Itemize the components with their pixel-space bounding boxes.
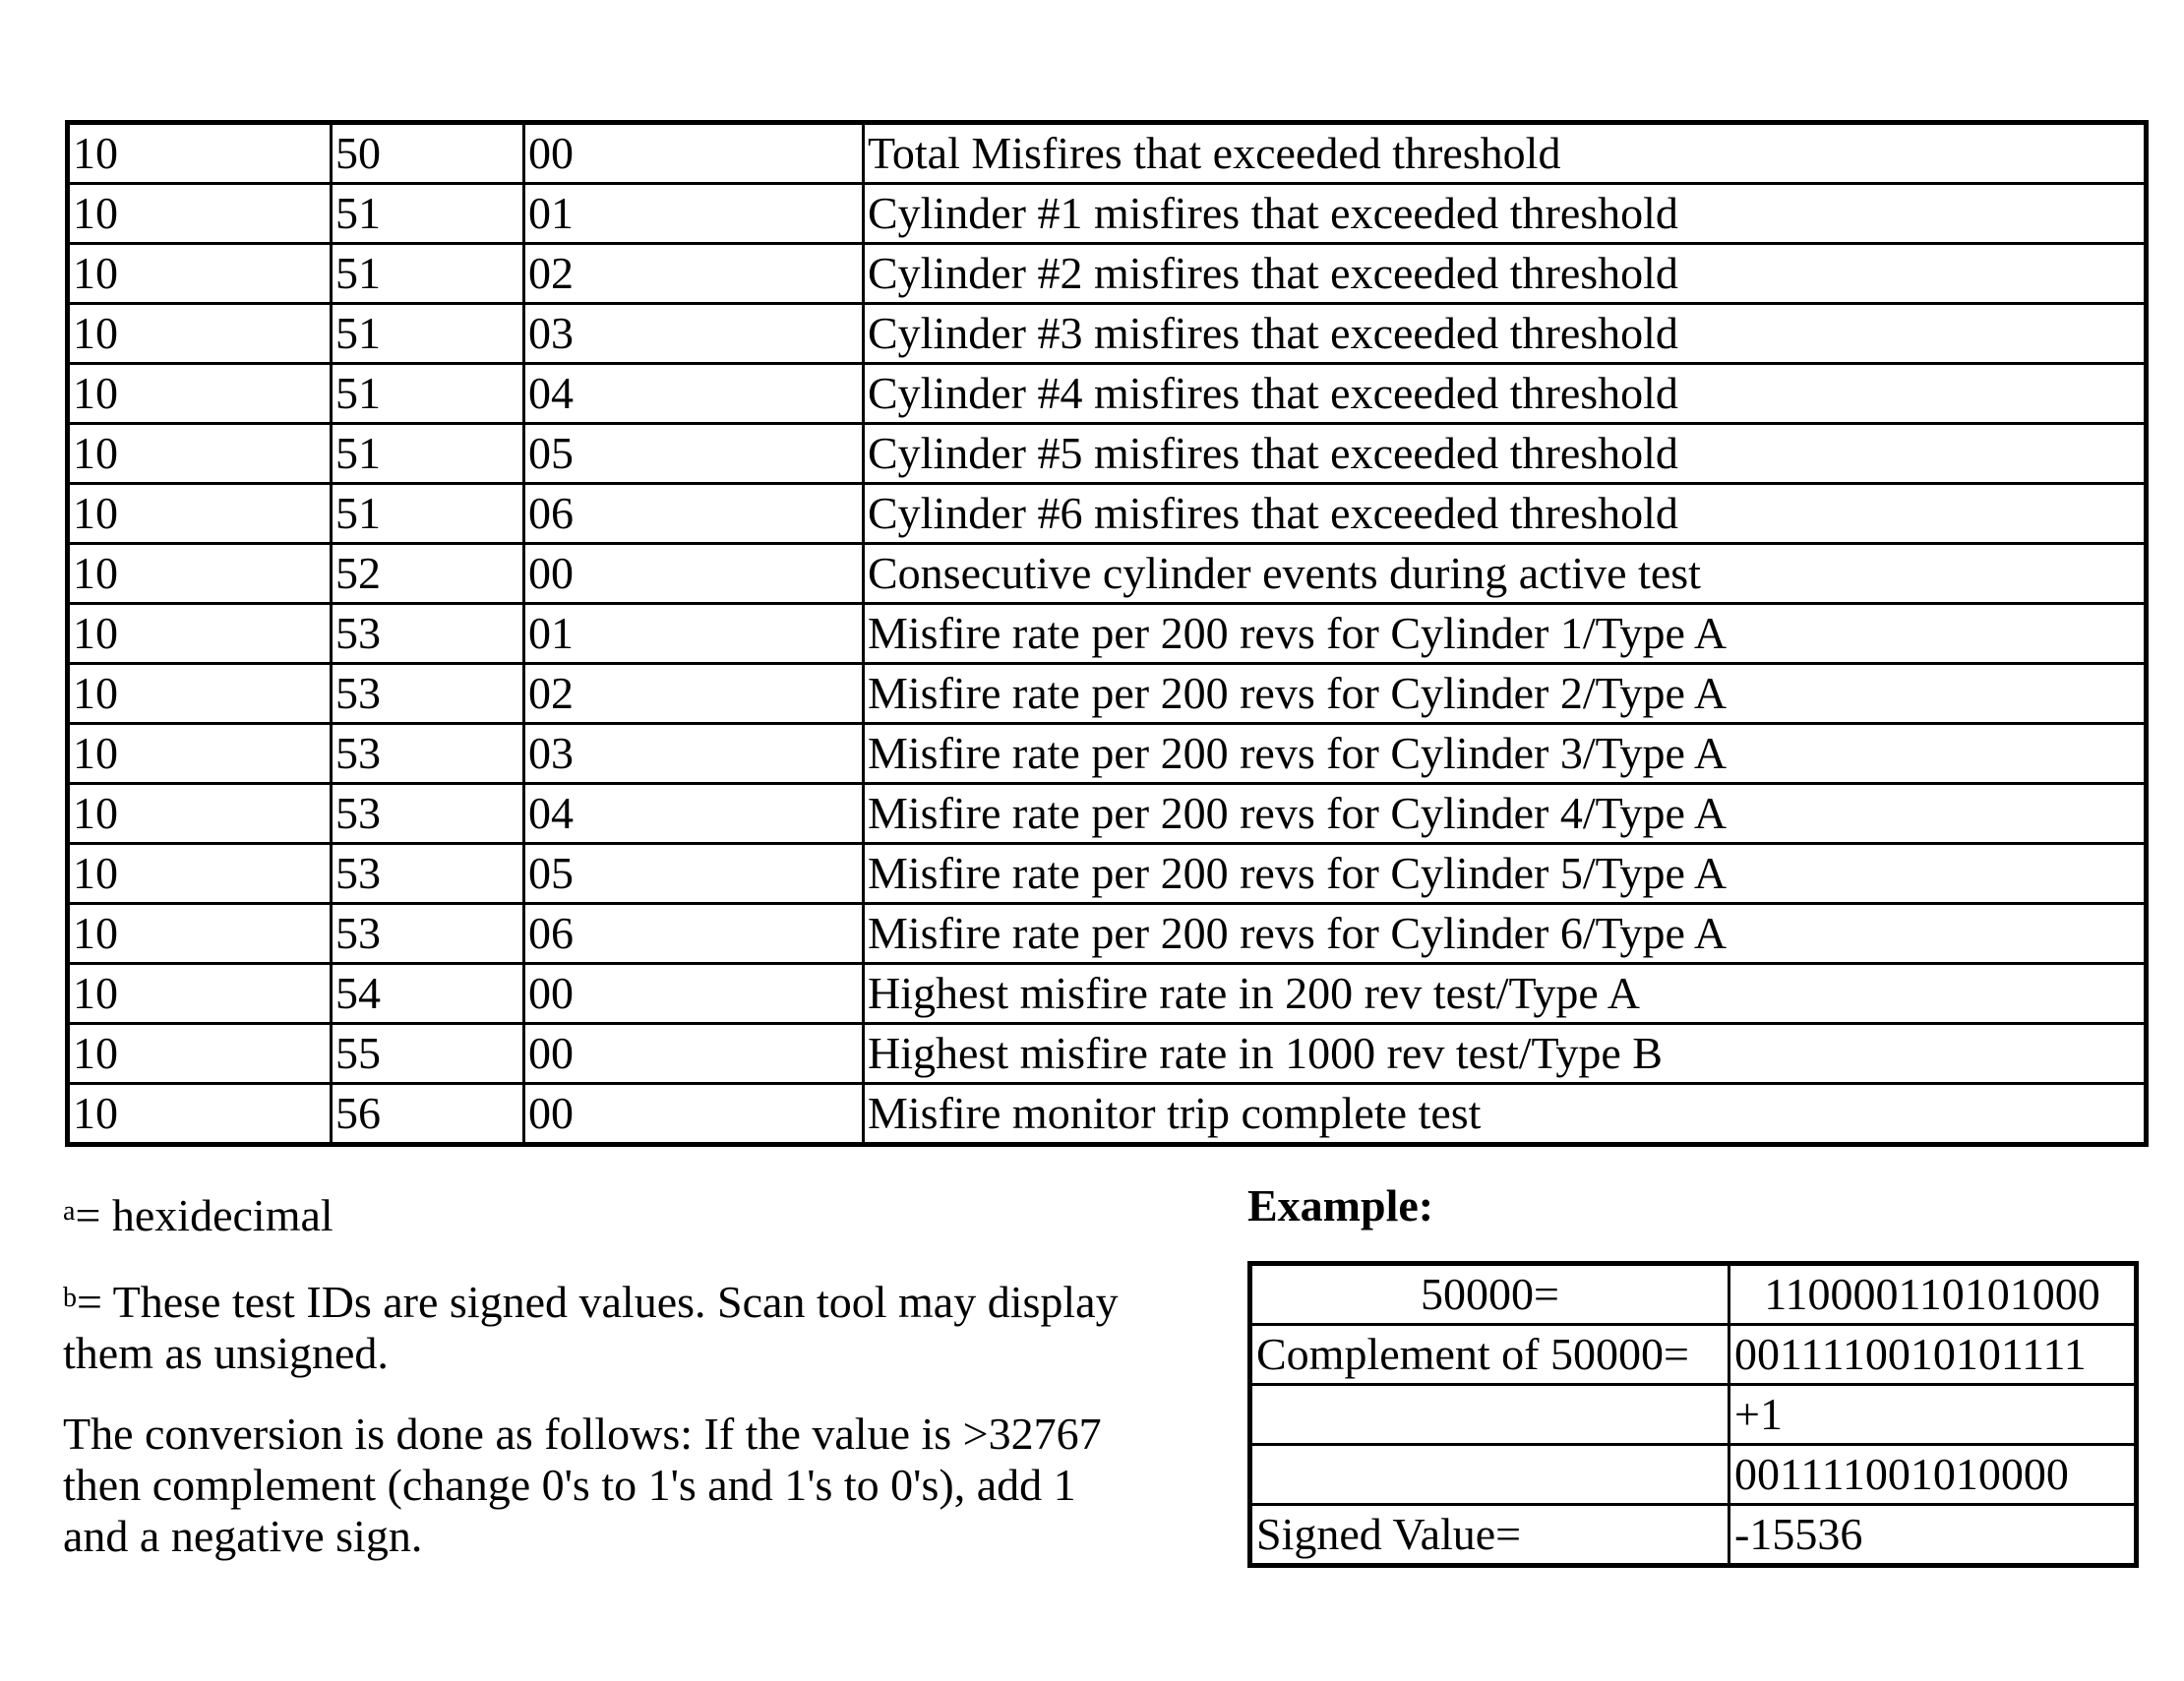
table-row (68, 364, 2147, 424)
table-row (68, 1084, 2147, 1145)
byte2-cell: 53 (332, 604, 524, 664)
description-cell: Consecutive cylinder events during active test (864, 544, 2147, 604)
byte2-cell: 53 (332, 904, 524, 964)
description-cell: Cylinder #6 misfires that exceeded threshold (864, 484, 2147, 544)
table-row (68, 724, 2147, 784)
byte2-cell: 51 (332, 244, 524, 304)
byte2-cell: 55 (332, 1024, 524, 1084)
byte2-cell: 52 (332, 544, 524, 604)
example-title: Example: (1247, 1180, 1434, 1231)
byte3-cell: 02 (524, 664, 864, 724)
description-cell: Misfire monitor trip complete test (864, 1084, 2147, 1145)
description-cell: Cylinder #2 misfires that exceeded threshold (864, 244, 2147, 304)
byte2-cell: 53 (332, 784, 524, 844)
example-label-cell: Complement of 50000= (1250, 1325, 1729, 1385)
byte3-cell: 01 (524, 184, 864, 244)
byte3-cell: 03 (524, 304, 864, 364)
byte3-cell: 05 (524, 424, 864, 484)
footnote-a-text: = hexidecimal (75, 1190, 334, 1240)
byte1-cell: 10 (68, 544, 332, 604)
byte2-cell: 53 (332, 724, 524, 784)
byte2-cell: 53 (332, 844, 524, 904)
footnote-b (63, 1277, 1125, 1379)
description-cell: Cylinder #5 misfires that exceeded threshold (864, 424, 2147, 484)
example-label-cell (1250, 1445, 1729, 1505)
example-value-cell: -15536 (1729, 1505, 2137, 1566)
example-row (1250, 1385, 2137, 1445)
byte1-cell: 10 (68, 364, 332, 424)
byte1-cell: 10 (68, 424, 332, 484)
byte3-cell: 01 (524, 604, 864, 664)
byte1-cell: 10 (68, 904, 332, 964)
footnote-a-mark: a (63, 1196, 76, 1227)
byte1-cell: 10 (68, 1084, 332, 1145)
byte3-cell: 04 (524, 784, 864, 844)
example-value-cell: +1 (1729, 1385, 2137, 1445)
example-table (1247, 1261, 2139, 1568)
example-label-cell: 50000= (1250, 1264, 1729, 1325)
footnote-b-text: = These test IDs are signed values. Scan tool may display them as unsigned. (63, 1277, 1119, 1378)
description-cell: Misfire rate per 200 revs for Cylinder 4/Type A (864, 784, 2147, 844)
byte1-cell: 10 (68, 664, 332, 724)
table-row (68, 184, 2147, 244)
test-id-table (65, 120, 2149, 1147)
description-cell: Cylinder #3 misfires that exceeded threshold (864, 304, 2147, 364)
footnote-b-mark: b (63, 1283, 77, 1313)
byte3-cell: 00 (524, 544, 864, 604)
byte3-cell: 00 (524, 1084, 864, 1145)
byte2-cell: 54 (332, 964, 524, 1024)
test-id-table-body (68, 123, 2147, 1145)
byte2-cell: 51 (332, 484, 524, 544)
conversion-note: The conversion is done as follows: If the value is >32767 then complement (change 0's to 1's and 1's to 0's), add 1 and a negative sign. (63, 1409, 1102, 1561)
byte3-cell: 00 (524, 1024, 864, 1084)
description-cell: Misfire rate per 200 revs for Cylinder 3/Type A (864, 724, 2147, 784)
example-row (1250, 1445, 2137, 1505)
table-row (68, 604, 2147, 664)
byte3-cell: 06 (524, 484, 864, 544)
example-row (1250, 1264, 2137, 1325)
example-row (1250, 1505, 2137, 1566)
table-row (68, 424, 2147, 484)
example-label-cell: Signed Value= (1250, 1505, 1729, 1566)
byte1-cell: 10 (68, 604, 332, 664)
footnote-a (63, 1190, 334, 1241)
byte1-cell: 10 (68, 964, 332, 1024)
byte1-cell: 10 (68, 244, 332, 304)
description-cell: Total Misfires that exceeded threshold (864, 123, 2147, 184)
table-row (68, 664, 2147, 724)
table-row (68, 844, 2147, 904)
byte3-cell: 00 (524, 964, 864, 1024)
table-row (68, 244, 2147, 304)
example-label-cell (1250, 1385, 1729, 1445)
byte2-cell: 50 (332, 123, 524, 184)
table-row (68, 904, 2147, 964)
description-cell: Misfire rate per 200 revs for Cylinder 6/Type A (864, 904, 2147, 964)
example-value-cell: 001111001010000 (1729, 1445, 2137, 1505)
byte2-cell: 51 (332, 364, 524, 424)
byte1-cell: 10 (68, 484, 332, 544)
table-row (68, 784, 2147, 844)
byte1-cell: 10 (68, 184, 332, 244)
example-table-body (1250, 1264, 2137, 1566)
description-cell: Misfire rate per 200 revs for Cylinder 5/Type A (864, 844, 2147, 904)
byte3-cell: 06 (524, 904, 864, 964)
byte1-cell: 10 (68, 123, 332, 184)
table-row (68, 544, 2147, 604)
byte1-cell: 10 (68, 724, 332, 784)
table-row (68, 304, 2147, 364)
byte2-cell: 51 (332, 304, 524, 364)
byte2-cell: 51 (332, 424, 524, 484)
description-cell: Highest misfire rate in 200 rev test/Type A (864, 964, 2147, 1024)
byte1-cell: 10 (68, 784, 332, 844)
byte3-cell: 02 (524, 244, 864, 304)
description-cell: Misfire rate per 200 revs for Cylinder 2/Type A (864, 664, 2147, 724)
description-cell: Highest misfire rate in 1000 rev test/Type B (864, 1024, 2147, 1084)
description-cell: Cylinder #1 misfires that exceeded threshold (864, 184, 2147, 244)
table-row (68, 1024, 2147, 1084)
table-row (68, 964, 2147, 1024)
example-row (1250, 1325, 2137, 1385)
byte2-cell: 51 (332, 184, 524, 244)
example-value-cell: 0011110010101111 (1729, 1325, 2137, 1385)
byte2-cell: 56 (332, 1084, 524, 1145)
byte3-cell: 04 (524, 364, 864, 424)
byte3-cell: 00 (524, 123, 864, 184)
table-row (68, 484, 2147, 544)
table-row (68, 123, 2147, 184)
byte3-cell: 03 (524, 724, 864, 784)
byte3-cell: 05 (524, 844, 864, 904)
byte1-cell: 10 (68, 304, 332, 364)
byte1-cell: 10 (68, 844, 332, 904)
byte2-cell: 53 (332, 664, 524, 724)
example-value-cell: 110000110101000 (1729, 1264, 2137, 1325)
description-cell: Misfire rate per 200 revs for Cylinder 1/Type A (864, 604, 2147, 664)
description-cell: Cylinder #4 misfires that exceeded threshold (864, 364, 2147, 424)
byte1-cell: 10 (68, 1024, 332, 1084)
